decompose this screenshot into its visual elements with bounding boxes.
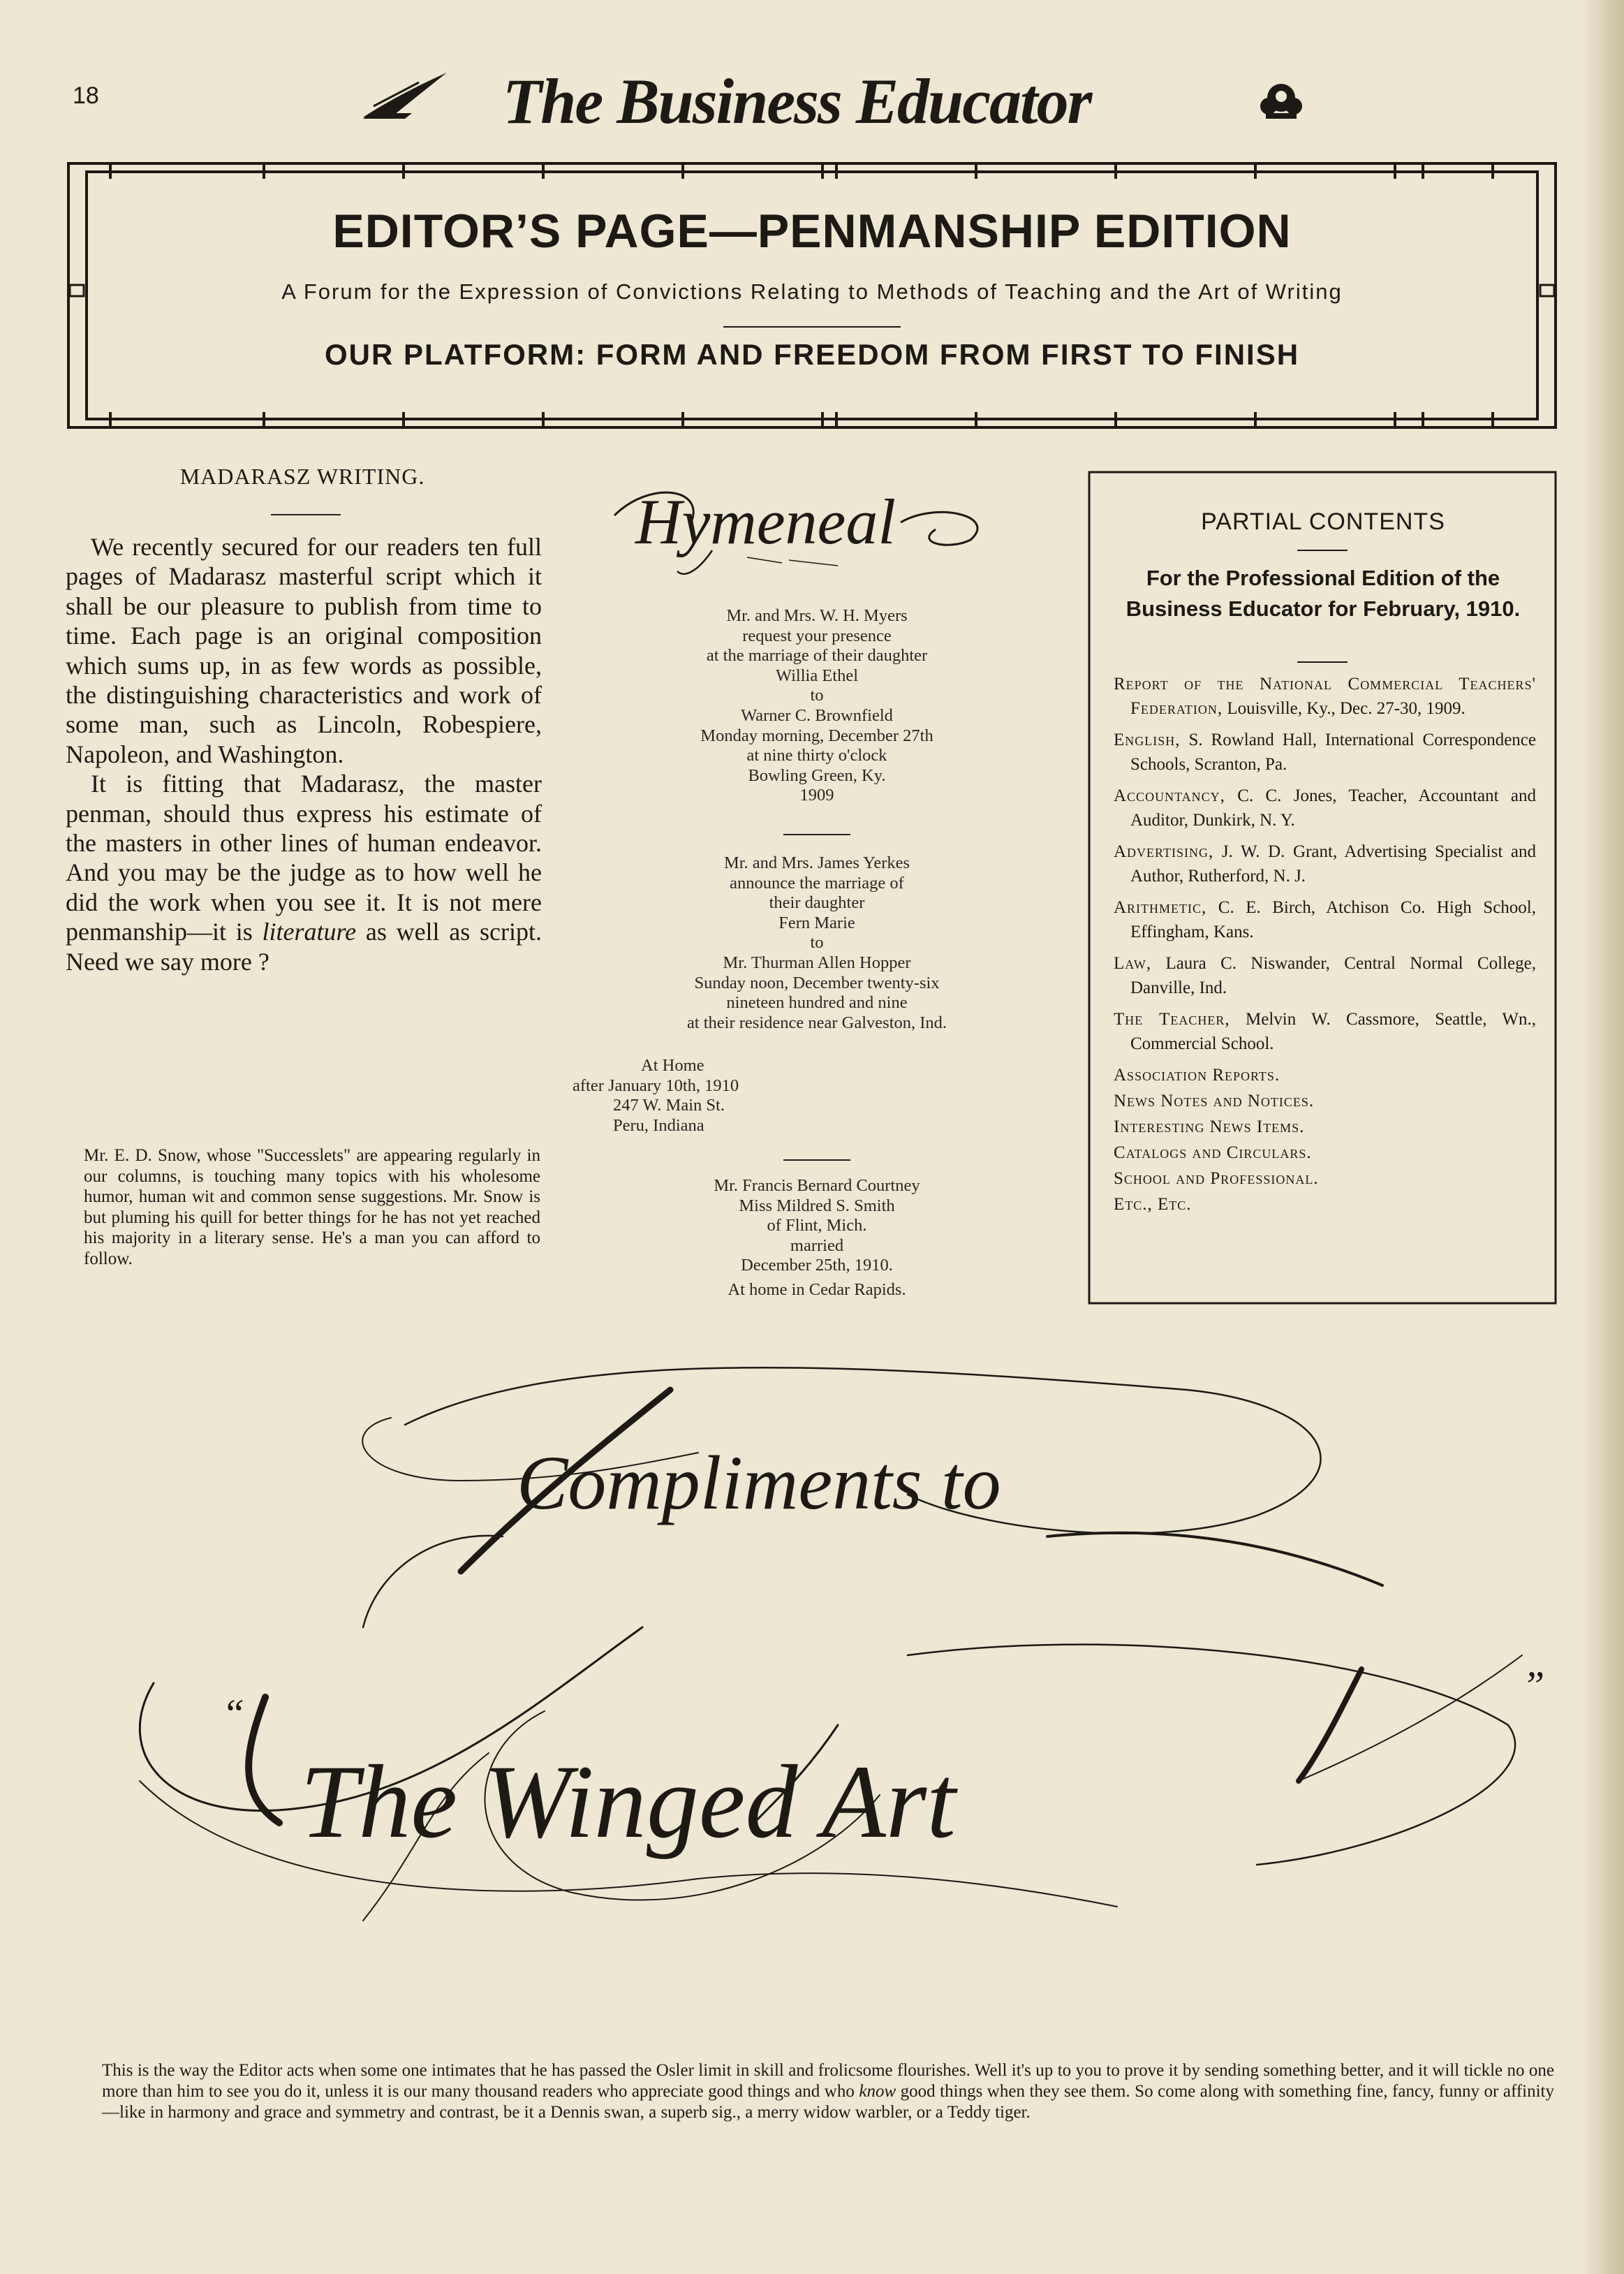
- notice-line: Mr. Francis Bernard Courtney: [714, 1176, 920, 1195]
- contents-heading: PARTIAL CONTENTS: [1201, 508, 1445, 535]
- notice-line: Bowling Green, Ky.: [748, 765, 886, 785]
- contents-item-detail: Louisville, Ky., Dec. 27-30, 1909.: [1223, 699, 1466, 718]
- notice-line: December 25th, 1910.: [741, 1256, 893, 1275]
- notice-line: at their residence near Galveston, Ind.: [686, 1013, 947, 1032]
- flourish-open-quote: “: [222, 1691, 245, 1736]
- at-home-notice: [573, 1056, 866, 1136]
- notice-line: Monday morning, December 27th: [700, 726, 933, 745]
- contents-item: [1114, 951, 1536, 1000]
- hymeneal-script: [607, 474, 1026, 592]
- contents-item: [1114, 728, 1536, 777]
- wedding-notice-myers: [600, 606, 1033, 806]
- contents-item: [1114, 672, 1536, 721]
- caption-text-b: good things when they see them. So come along with something fine, fancy, funny or affinity—like in harmony and grace and symmetry and contrast, be it a Dennis swan, a superb sig., a merry widow warbler, or a Teddy tiger.: [102, 2082, 1554, 2122]
- contents-item-detail: Melvin W. Cassmore, Seattle, Wn., Commercial School.: [1130, 1010, 1536, 1053]
- notice-line: their daughter: [769, 893, 865, 913]
- notice-line: Willia Ethel: [775, 666, 859, 685]
- caption-text-a: This is the way the Editor acts when some one intimates that he has passed the Osler limit in skill and frolicsome flourishes. Well it's up to you to prove it by sending something better, and it will tickle no one more than him to see you do it, unless it is our many thousand readers who appreciate good things and who: [102, 2061, 1554, 2101]
- notice-line: 247 W. Main St.: [613, 1096, 725, 1115]
- contents-item: [1114, 1089, 1536, 1113]
- contents-item-topic: English,: [1114, 731, 1181, 749]
- caption-emphasis: know: [859, 2082, 896, 2101]
- contents-item: [1114, 1140, 1536, 1165]
- snow-note: Mr. E. D. Snow, whose "Successlets" are appearing regularly in our columns, is touching many topics with his wholesome humor, human wit and common sense suggestions. Mr. Snow is but pluming his quill for better things for he has not yet reached his majority in a literary sense. He's a man you can afford to follow.: [84, 1146, 540, 1268]
- contents-item-topic: Advertising,: [1114, 842, 1214, 861]
- madarasz-heading: MADARASZ WRITING.: [179, 464, 425, 489]
- notice-line: Mr. and Mrs. James Yerkes: [723, 853, 910, 872]
- notice-line: nineteen hundred and nine: [726, 993, 908, 1013]
- masthead-title: The Business Educator: [503, 66, 1091, 137]
- contents-list: [1114, 672, 1536, 1218]
- contents-item-topic: School and Professional.: [1114, 1169, 1319, 1188]
- notice-line: of Flint, Mich.: [767, 1216, 867, 1235]
- contents-subheading: For the Professional Edition of the Business Educator for February, 1910.: [1125, 566, 1521, 621]
- notice-separator: [783, 1159, 850, 1161]
- notice-line: Miss Mildred S. Smith: [739, 1196, 895, 1215]
- hymeneal-title: Hymeneal: [635, 486, 896, 557]
- heading-rule: [271, 514, 341, 515]
- contents-item-topic: News Notes and Notices.: [1114, 1092, 1315, 1110]
- contents-item-topic: Report of the National Commercial Teachers' Federation,: [1114, 675, 1536, 718]
- wedding-notice-courtney: [600, 1176, 1033, 1300]
- contents-item: [1114, 784, 1536, 832]
- notice-line: married: [790, 1235, 844, 1255]
- madarasz-text-b: as well as script. Need we say more ?: [66, 918, 542, 976]
- notice-line: Peru, Indiana: [613, 1115, 704, 1135]
- notice-line: after January 10th, 1910: [573, 1076, 739, 1095]
- contents-item: [1114, 1115, 1536, 1139]
- flourish-compliments-text: Compliments to: [517, 1440, 1001, 1525]
- contents-item-detail: S. Rowland Hall, International Correspondence Schools, Scranton, Pa.: [1130, 731, 1536, 774]
- contents-item-topic: Etc., Etc.: [1114, 1195, 1192, 1214]
- notice-separator: [783, 834, 850, 835]
- contents-item: [1114, 895, 1536, 944]
- notice-line: Fern Marie: [778, 913, 855, 932]
- contents-item-topic: Association Reports.: [1114, 1066, 1280, 1085]
- notice-line: Mr. Thurman Allen Hopper: [723, 953, 911, 972]
- madarasz-paragraph-2: [66, 769, 542, 976]
- notice-line: to: [810, 686, 824, 705]
- contents-item-detail: C. C. Jones, Teacher, Accountant and Auditor, Dunkirk, N. Y.: [1130, 786, 1536, 830]
- quill-pen-icon: [363, 73, 447, 119]
- notice-line: request your presence: [742, 626, 892, 645]
- contents-item: [1114, 1063, 1536, 1087]
- page-number: 18: [73, 82, 99, 109]
- notice-line: 1909: [799, 786, 834, 805]
- contents-item: [1114, 1192, 1536, 1217]
- contents-item: [1114, 1007, 1536, 1056]
- contents-item-topic: The Teacher,: [1114, 1010, 1230, 1029]
- editor-page-forum: A Forum for the Expression of Convictions Relating to Methods of Teaching and the Art of Writing: [281, 279, 1343, 304]
- contents-item-detail: C. E. Birch, Atchison Co. High School, Effingham, Kans.: [1130, 898, 1536, 941]
- flourish-close-quote: ”: [1522, 1663, 1545, 1708]
- madarasz-emphasis: literature: [262, 918, 357, 946]
- notice-line: Sunday noon, December twenty-six: [694, 973, 940, 992]
- contents-item: [1114, 839, 1536, 888]
- penmanship-flourish: [70, 1362, 1571, 2060]
- madarasz-paragraph-1: We recently secured for our readers ten full pages of Madarasz masterful script which it shall be our pleasure to publish from time to time. Each page is an original composition which sums up, in as few words as possible, the distinguishing characteristics and work of some man, such as Lincoln, Robespiere, Napoleon, and Washington.: [66, 533, 542, 768]
- contents-item-topic: Accountancy,: [1114, 786, 1225, 805]
- notice-line: Warner C. Brownfield: [741, 705, 893, 725]
- madarasz-text-a: It is fitting that Madarasz, the master penman, should thus express his estimate of the masters in other lines of human endeavor. And you may be the judge as to how well he did the work when you see it. It is not mere penmanship—it is: [66, 770, 542, 946]
- notice-line: At Home: [641, 1056, 704, 1075]
- contents-item-detail: J. W. D. Grant, Advertising Specialist and Author, Rutherford, N. J.: [1130, 842, 1536, 886]
- flourish-caption: [102, 2060, 1554, 2123]
- editor-page-platform: OUR PLATFORM: FORM AND FREEDOM FROM FIRST TO FINISH: [324, 338, 1300, 371]
- contents-item-topic: Law,: [1114, 954, 1152, 973]
- contents-item: [1114, 1166, 1536, 1191]
- notice-line: announce the marriage of: [730, 873, 904, 893]
- ornament-icon: [1260, 84, 1302, 119]
- contents-item-topic: Arithmetic,: [1114, 898, 1207, 917]
- notice-line: At home in Cedar Rapids.: [728, 1279, 906, 1299]
- notice-line: Mr. and Mrs. W. H. Myers: [726, 606, 908, 625]
- contents-item-topic: Catalogs and Circulars.: [1114, 1143, 1312, 1162]
- wedding-notice-yerkes: [600, 853, 1033, 1033]
- notice-line: at the marriage of their daughter: [706, 646, 928, 666]
- notice-line: to: [810, 933, 824, 953]
- contents-item-topic: Interesting News Items.: [1114, 1117, 1305, 1136]
- flourish-winged-art-text: The Winged Art: [300, 1744, 956, 1860]
- editor-page-title: EDITOR’S PAGE—PENMANSHIP EDITION: [332, 205, 1292, 258]
- madarasz-article: [66, 532, 542, 976]
- notice-line: at nine thirty o'clock: [746, 746, 887, 765]
- contents-item-detail: Laura C. Niswander, Central Normal College, Danville, Ind.: [1130, 954, 1536, 997]
